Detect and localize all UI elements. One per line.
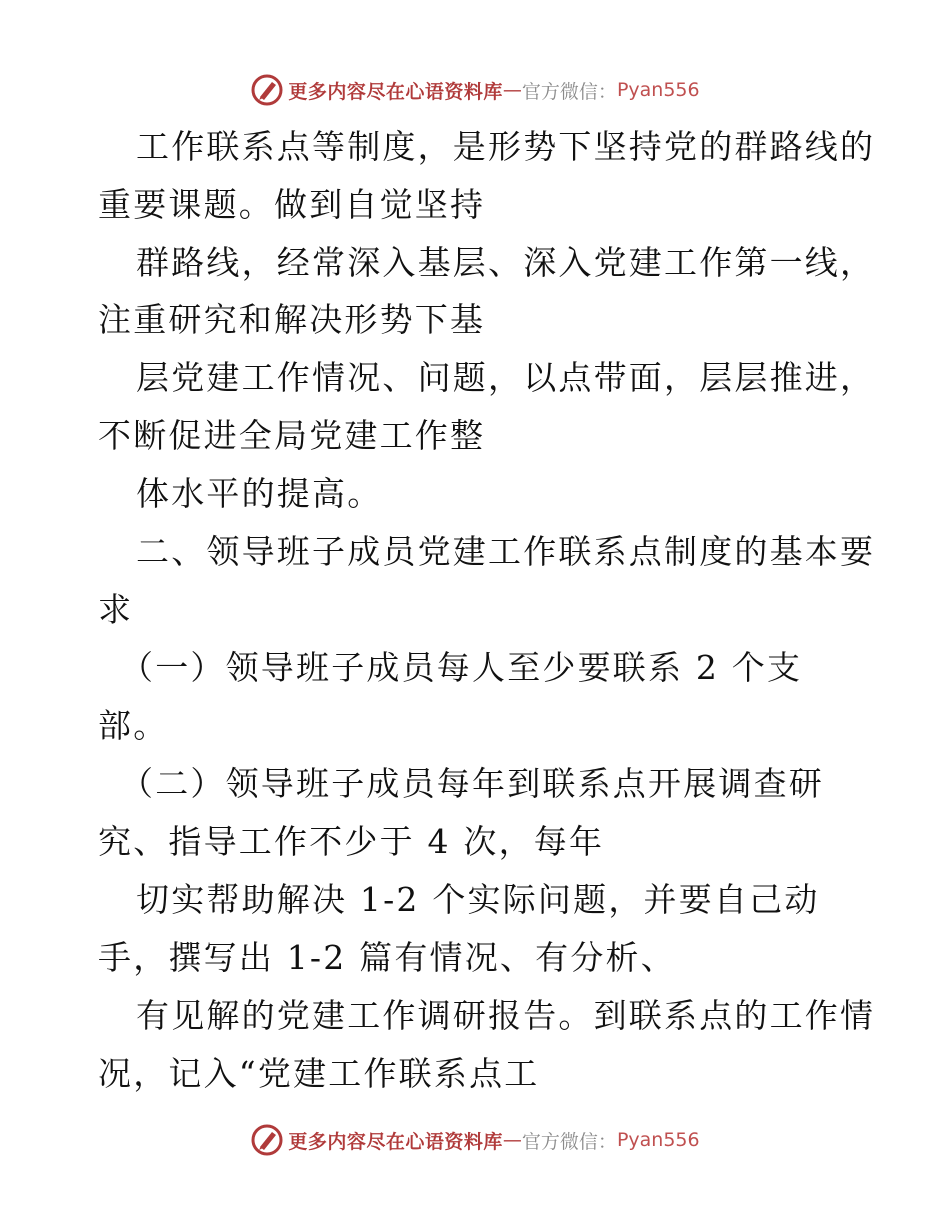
watermark-subtitle: 官方微信： (521, 1130, 617, 1153)
body-line: 究、指导工作不少于 4 次，每年 (98, 822, 605, 861)
footer-watermark (0, 1120, 950, 1160)
watermark-wechat-id: Pyan556 (616, 79, 700, 101)
body-line: 层党建工作情况、问题，以点带面，层层推进， (136, 358, 876, 397)
body-line: 有见解的党建工作调研报告。到联系点的工作情 (136, 996, 876, 1035)
body-line: 注重研究和解决形势下基 (98, 300, 486, 339)
body-line: 求 (98, 590, 134, 629)
body-line: 切实帮助解决 1-2 个实际问题，并要自己动 (136, 880, 820, 919)
header-watermark (0, 70, 950, 110)
logo-icon (250, 73, 284, 107)
watermark-subtitle: 官方微信： (521, 80, 617, 103)
watermark-wechat-id: Pyan556 (616, 1129, 700, 1151)
list-item: （一）领导班子成员每人至少要联系 2 个支 (120, 648, 803, 687)
body-line: 体水平的提高。 (136, 474, 383, 513)
watermark-dash: — (502, 79, 522, 101)
body-line: 手，撰写出 1-2 篇有情况、有分析、 (98, 938, 676, 977)
body-line: 工作联系点等制度，是形势下坚持党的群路线的 (136, 127, 876, 166)
body-line: 况，记入“党建工作联系点工 (98, 1054, 540, 1093)
section-heading: 二、领导班子成员党建工作联系点制度的基本要 (136, 532, 876, 571)
body-line: 重要课题。做到自觉坚持 (98, 185, 486, 224)
watermark-title: 更多内容尽在心语资料库 (288, 80, 503, 103)
body-line: 群路线，经常深入基层、深入党建工作第一线， (136, 243, 876, 282)
list-item: （二）领导班子成员每年到联系点开展调查研 (120, 764, 824, 803)
body-line: 不断促进全局党建工作整 (98, 416, 486, 455)
watermark-dash: — (502, 1129, 522, 1151)
body-line: 部。 (98, 706, 169, 745)
logo-icon (250, 1123, 284, 1157)
watermark-title: 更多内容尽在心语资料库 (288, 1130, 503, 1153)
